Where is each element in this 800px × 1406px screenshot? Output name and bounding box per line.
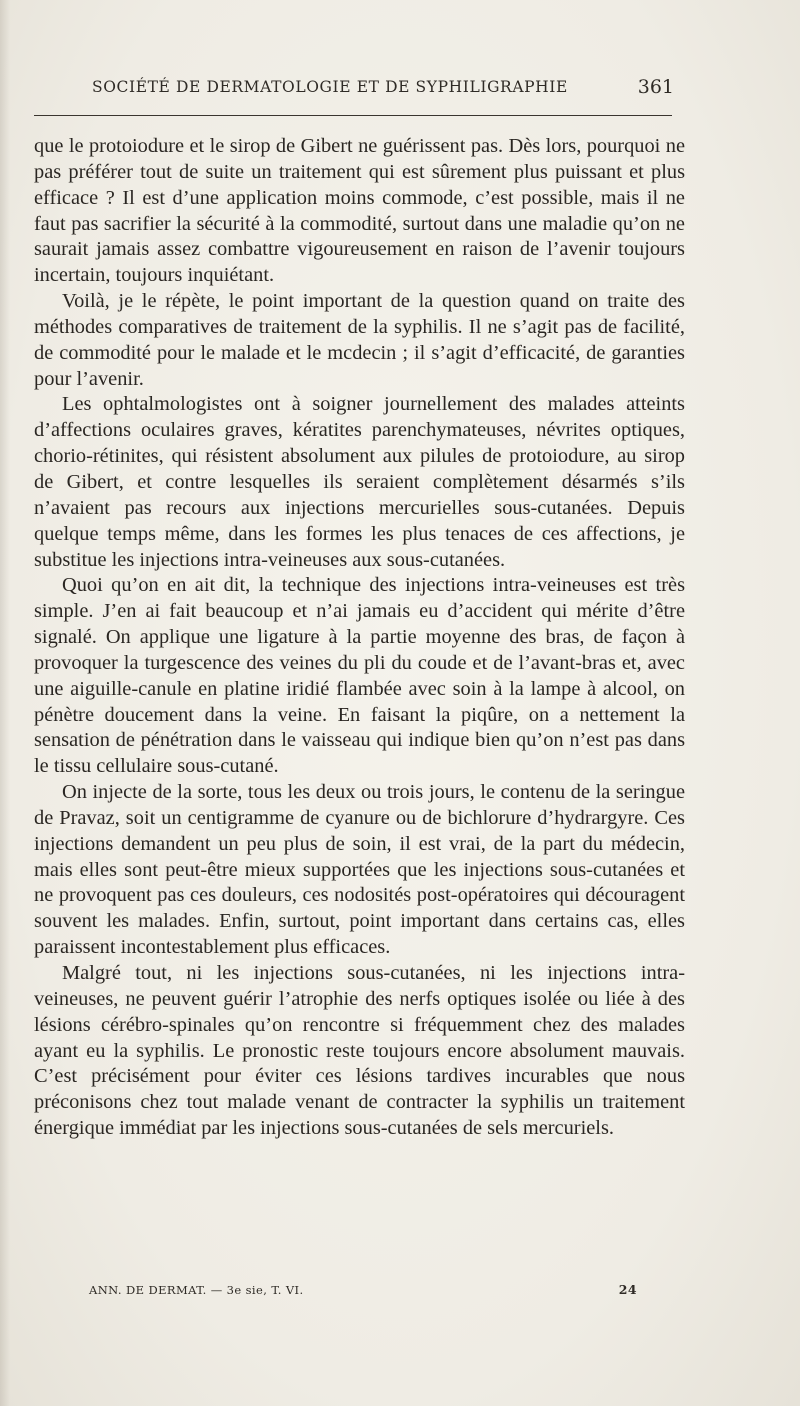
paragraph-2: Voilà, je le répète, le point important de la question quand on traite des méthodes comparatives de traitement de la syphilis. Il ne s’agit pas de facilité, de commodité pour le malade et le mcdecin ; il s’agit d’efficacité, de garanties pour l’avenir. — [34, 290, 685, 390]
signature-mark: ANN. DE DERMAT. — 3e sie, T. VI. — [89, 1283, 304, 1297]
page-edge-shadow — [0, 0, 10, 1406]
running-title: SOCIÉTÉ DE DERMATOLOGIE ET DE SYPHILIGRAPHIE — [92, 78, 568, 96]
running-head — [92, 76, 674, 100]
header-rule — [34, 115, 672, 116]
paragraph-3: Les ophtalmologistes ont à soigner journellement des malades atteints d’affections oculaires graves, kératites parenchymateuses, névrites optiques, chorio-rétinites, qui résistent absolument aux pilules de protoiodure, au sirop de Gibert, et contre lesquelles ils seraient complètement désarmés s’ils n’avaient pas recours aux injections mercurielles sous-cutanées. Depuis quelque temps même, dans les formes les plus tenaces de ces affections, je substitue les injections intra-veineuses aux sous-cutanées. — [34, 393, 685, 571]
paragraph-6: Malgré tout, ni les injections sous-cutanées, ni les injections intra-veineuses, ne peuvent guérir l’atrophie des nerfs optiques isolée ou liée à des lésions cérébro-spinales qu’on rencontre si fréquemment chez des malades ayant eu la syphilis. Le pronostic reste toujours encore absolument mauvais. C’est précisément pour éviter ces lésions tardives incurables que nous préconisons chez tout malade venant de contracter la syphilis un traitement énergique immédiat par les injections sous-cutanées de sels mercuriels. — [34, 962, 685, 1140]
paragraph-5: On injecte de la sorte, tous les deux ou trois jours, le contenu de la seringue de Pravaz, soit un centigramme de cyanure ou de bichlorure d’hydrargyre. Ces injections demandent un peu plus de soin, il est vrai, de la part du médecin, mais elles sont peut-être mieux supportées que les injections sous-cutanées et ne provoquent pas ces douleurs, ces nodosités post-opératoires qui découragent souvent les malades. Enfin, surtout, point important dans certains cas, elles paraissent incontestablement plus efficaces. — [34, 781, 685, 959]
paragraph-4: Quoi qu’on en ait dit, la technique des injections intra-veineuses est très simple. J’en ai fait beaucoup et n’ai jamais eu d’accident qui mérite d’être signalé. On applique une ligature à la partie moyenne des bras, de façon à provoquer la turgescence des veines du pli du coude et de l’avant-bras et, avec une aiguille-canule en platine iridié flambée avec soin à la lampe à alcool, on pénètre doucement dans la veine. En faisant la piqûre, on a nettement la sensation de pénétration dans le vaisseau qui indique bien qu’on n’est pas dans le tissu cellulaire sous-cutané. — [34, 574, 685, 778]
sheet-number: 24 — [618, 1282, 637, 1297]
page-number: 361 — [637, 76, 674, 98]
body-text — [34, 134, 685, 1142]
footer — [89, 1283, 637, 1299]
paragraph-1: que le protoiodure et le sirop de Gibert ne guérissent pas. Dès lors, pourquoi ne pas préférer tout de suite un traitement qui est sûrement plus puissant et plus efficace ? Il est d’une application moins commode, c’est possible, mais il ne faut pas sacrifier la sécurité à la commodité, surtout dans une maladie qu’on ne saurait jamais assez combattre vigoureusement en raison de l’avenir toujours incertain, toujours inquiétant. — [34, 135, 685, 287]
